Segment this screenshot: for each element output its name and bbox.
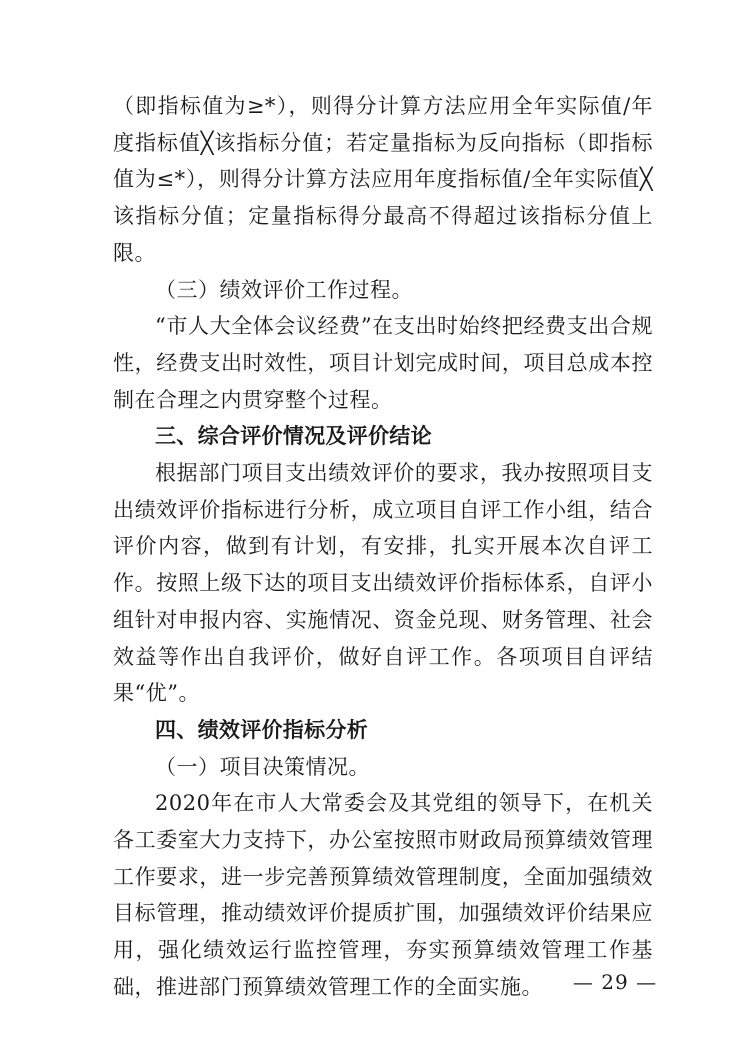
section-heading-indicator-analysis: 四、绩效评价指标分析 <box>155 717 368 742</box>
subheading-project-decision: （一）项目决策情况。 <box>155 754 370 779</box>
section-heading-conclusion: 三、综合评价情况及评价结论 <box>155 424 432 449</box>
paragraph-conclusion: 根据部门项目支出绩效评价的要求，我办按照项目支出绩效评价指标进行分析，成立项目自评工作小组，结合评价内容，做到有计划，有安排，扎实开展本次自评工作。按照上级下达的项目支出绩效评价指标体系，自评小组针对申报内容、实施情况、资金兑现、财务管理、社会效益等作出自我评价，做好自评工作。各项项目自评结果“优”。 <box>113 461 653 706</box>
paragraph-scoring-method: （即指标值为≥*），则得分计算方法应用全年实际值/年度指标值╳该指标分值；若定量指标为反向指标（即指标值为≤*），则得分计算方法应用年度指标值/全年实际值╳该指标分值；定量指标得分最高不得超过该指标分值上限。 <box>113 94 653 265</box>
document-body <box>113 88 653 1006</box>
paragraph-evaluation-process: “市人大全体会议经费”在支出时始终把经费支出合规性，经费支出时效性，项目计划完成时间，项目总成本控制在合理之内贯穿整个过程。 <box>113 314 653 412</box>
paragraph-project-decision: 2020年在市人大常委会及其党组的领导下，在机关各工委室大力支持下，办公室按照市财政局预算绩效管理工作要求，进一步完善预算绩效管理制度，全面加强绩效目标管理，推动绩效评价提质扩围，加强绩效评价结果应用，强化绩效运行监控管理，夯实预算绩效管理工作基础，推进部门预算绩效管理工作的全面实施。 <box>113 791 653 999</box>
subheading-evaluation-process: （三）绩效评价工作过程。 <box>155 277 413 302</box>
page-number: — 29 — <box>572 970 658 994</box>
